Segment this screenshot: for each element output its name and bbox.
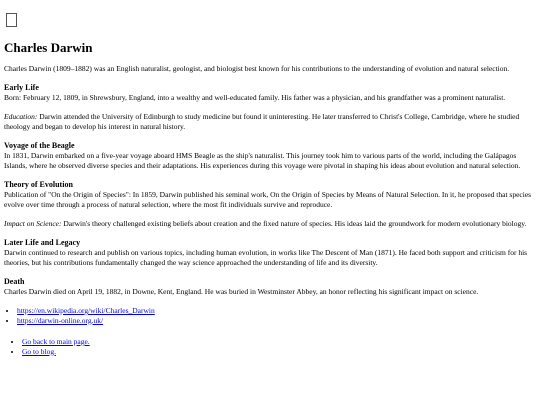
reference-item (17, 306, 536, 316)
impact-text: Darwin's theory challenged existing beliefs about creation and the fixed nature of species. His ideas laid the groundwork for modern evolutionary biology. (63, 219, 527, 228)
death-paragraph: Charles Darwin died on April 19, 1882, in Downe, Kent, England. He was buried in Westminster Abbey, an honor reflecting his significant impact on science. (4, 287, 479, 296)
main-page-link[interactable]: Go back to main page. (22, 337, 90, 346)
page-content (0, 13, 540, 356)
education-label: Education: (4, 112, 38, 121)
reference-link-wikipedia[interactable]: https://en.wikipedia.org/wiki/Charles_Darwin (17, 306, 155, 315)
impact-paragraph (4, 219, 536, 229)
reference-item (17, 316, 536, 326)
education-paragraph (4, 112, 536, 132)
nav-item (22, 337, 536, 347)
theory-heading: Theory of Evolution (4, 180, 73, 189)
voyage-paragraph: In 1831, Darwin embarked on a five-year voyage aboard HMS Beagle as the ship's naturalist. This journey took him to various parts of the world, including the Galápagos Islands, where he observed diverse species and their adaptations. His experiences during this voyage were pivotal in shaping his ideas about evolution and natural selection. (4, 151, 521, 170)
education-text: Darwin attended the University of Edinburgh to study medicine but found it uninteresting. He later transferred to Christ's College, Cambridge, where he studied theology and began to develop his interest in natural history. (4, 112, 520, 131)
death-heading: Death (4, 277, 25, 286)
blog-link[interactable]: Go to blog. (22, 346, 56, 356)
later-life-paragraph: Darwin continued to research and publish on various topics, including human evolution, in works like The Descent of Man (1871). He faced both support and criticism for his theories, but his contributions fundamentally changed the way science approached the understanding of life and its diversity. (4, 248, 528, 267)
later-life-heading: Later Life and Legacy (4, 238, 81, 247)
navigation-list (4, 337, 536, 356)
page-title: Charles Darwin (4, 40, 93, 55)
impact-label: Impact on Science: (4, 219, 62, 228)
reference-link-darwin-online[interactable]: https://darwin-online.org.uk/ (17, 315, 104, 325)
nav-item (22, 347, 536, 357)
voyage-heading: Voyage of the Beagle (4, 141, 75, 150)
early-life-paragraph: Born: February 12, 1809, in Shrewsbury, England, into a wealthy and well-educated family. His father was a physician, and his grandfather was a prominent naturalist. (4, 93, 506, 102)
broken-image-icon (6, 13, 17, 27)
early-life-heading: Early Life (4, 83, 39, 92)
theory-paragraph: Publication of "On the Origin of Species": In 1859, Darwin published his seminal work, On the Origin of Species by Means of Natural Selection. In it, he proposed that species evolve over time through a process of natural selection, where the most fit individuals survive and reproduce. (4, 190, 532, 209)
reference-list (4, 306, 536, 325)
intro-paragraph: Charles Darwin (1809–1882) was an English naturalist, geologist, and biologist best known for his contributions to the understanding of evolution and natural selection. (4, 64, 510, 73)
